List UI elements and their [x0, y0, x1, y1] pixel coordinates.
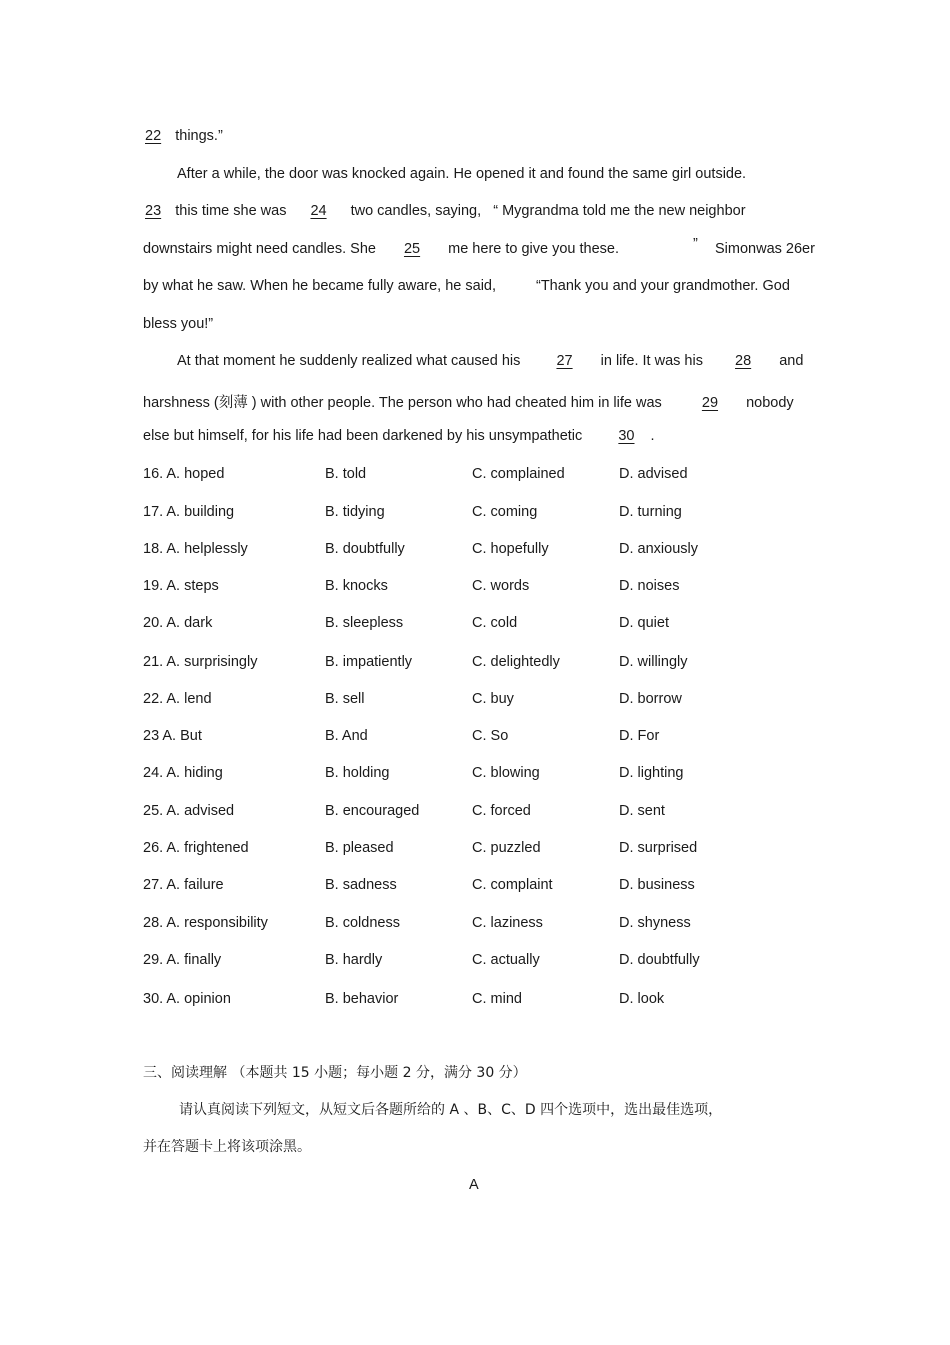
option-23d: D. For [619, 728, 660, 744]
option-26d: D. surprised [619, 840, 698, 856]
text: things.” [175, 128, 223, 144]
text: downstairs might need candles. She [143, 241, 376, 257]
option-24d: D. lighting [619, 765, 684, 781]
option-17b: B. tidying [325, 504, 385, 520]
text: and [779, 353, 804, 369]
blank-23: 23 [145, 203, 162, 219]
option-28b: B. coldness [325, 915, 400, 931]
passage-line-5-quote: “Thank you and your grandmother. God [536, 278, 790, 294]
option-17a: 17. A. building [143, 504, 235, 520]
text: else but himself, for his life had been darkened by his unsympathetic [143, 428, 583, 444]
passage-line-7 [177, 353, 803, 369]
text: in life. It was his [600, 353, 703, 369]
option-22c: C. buy [472, 691, 514, 707]
option-30b: B. behavior [325, 991, 399, 1007]
passage-line-2: After a while, the door was knocked again. He opened it and found the same girl outside. [177, 166, 747, 182]
option-27a: 27. A. failure [143, 877, 224, 893]
option-29c: C. actually [472, 952, 540, 968]
blank-28: 28 [735, 353, 752, 369]
option-29b: B. hardly [325, 952, 383, 968]
blank-29: 29 [701, 395, 719, 411]
passage-line-4 [143, 241, 619, 257]
option-20a: 20. A. dark [143, 615, 213, 631]
option-20b: B. sleepless [325, 615, 404, 631]
option-24c: C. blowing [472, 765, 540, 781]
blank-24: 24 [310, 203, 327, 219]
text: two candles, saying, [350, 203, 482, 219]
passage-line-3 [143, 203, 746, 219]
option-29a: 29. A. finally [143, 952, 222, 968]
option-30c: C. mind [472, 991, 522, 1007]
passage-line-4-end: Simonwas 26er [715, 241, 815, 257]
quote-mark: ” [693, 236, 698, 252]
option-17d: D. turning [619, 504, 682, 520]
blank-30: 30 [618, 428, 635, 444]
option-18d: D. anxiously [619, 541, 698, 557]
option-28d: D. shyness [619, 915, 691, 931]
option-20d: D. quiet [619, 615, 669, 631]
option-23c: C. So [472, 728, 509, 744]
text: me here to give you these. [448, 241, 620, 257]
option-21b: B. impatiently [325, 654, 413, 670]
option-24a: 24. A. hiding [143, 765, 223, 781]
option-23b: B. And [325, 728, 368, 744]
text: this time she was [175, 203, 287, 219]
passage-line-8 [143, 391, 794, 412]
option-21d: D. willingly [619, 654, 688, 670]
option-22d: D. borrow [619, 691, 682, 707]
option-16b: B. told [325, 466, 367, 482]
option-26a: 26. A. frightened [143, 840, 249, 856]
option-25c: C. forced [472, 803, 531, 819]
option-30d: D. look [619, 991, 665, 1007]
option-27b: B. sadness [325, 877, 397, 893]
option-17c: C. coming [472, 504, 538, 520]
option-28c: C. laziness [472, 915, 543, 931]
option-19b: B. knocks [325, 578, 388, 594]
option-23a: 23 A. But [143, 728, 202, 744]
option-16d: D. advised [619, 466, 688, 482]
option-27c: C. complaint [472, 877, 553, 893]
option-22b: B. sell [325, 691, 365, 707]
option-19c: C. words [472, 578, 530, 594]
passage-line-9 [143, 428, 654, 444]
option-21c: C. delightedly [472, 654, 560, 670]
text: by what he saw. When he became fully aware, he said, [143, 278, 497, 294]
text: At that moment he suddenly realized what caused his [177, 353, 521, 369]
option-29d: D. doubtfully [619, 952, 700, 968]
text: nobody [746, 395, 794, 411]
text: harshness (刻薄 ) with other people. The person who had cheated him in life was [143, 395, 662, 411]
option-20c: C. cold [472, 615, 518, 631]
option-16a: 16. A. hoped [143, 466, 225, 482]
passage-label: A [469, 1177, 479, 1193]
option-30a: 30. A. opinion [143, 991, 231, 1007]
option-18a: 18. A. helplessly [143, 541, 248, 557]
text: . [650, 428, 655, 444]
blank-27: 27 [556, 353, 573, 369]
option-26b: B. pleased [325, 840, 394, 856]
option-21a: 21. A. surprisingly [143, 654, 258, 670]
option-16c: C. complained [472, 466, 565, 482]
option-28a: 28. A. responsibility [143, 915, 268, 931]
option-18c: C. hopefully [472, 541, 549, 557]
option-27d: D. business [619, 877, 695, 893]
blank-22: 22 [145, 128, 162, 144]
option-26c: C. puzzled [472, 840, 541, 856]
text: “ Mygrandma told me the new neighbor [493, 203, 746, 219]
option-18b: B. doubtfully [325, 541, 405, 557]
blank-25: 25 [403, 241, 421, 257]
section-heading: 三、阅读理解 （本题共 15 小题；每小题 2 分，满分 30 分） [143, 1065, 527, 1081]
option-25a: 25. A. advised [143, 803, 235, 819]
instructions-line-2: 并在答题卡上将该项涂黑。 [143, 1139, 311, 1155]
instructions-line-1: 请认真阅读下列短文，从短文后各题所给的 A 、B、C、D 四个选项中，选出最佳选项， [179, 1102, 723, 1118]
passage-line-6: bless you!” [143, 316, 214, 332]
option-25b: B. encouraged [325, 803, 420, 819]
option-22a: 22. A. lend [143, 691, 212, 707]
option-19d: D. noises [619, 578, 680, 594]
option-25d: D. sent [619, 803, 665, 819]
passage-line-1 [143, 128, 223, 144]
passage-line-5 [143, 278, 496, 294]
option-19a: 19. A. steps [143, 578, 219, 594]
option-24b: B. holding [325, 765, 390, 781]
